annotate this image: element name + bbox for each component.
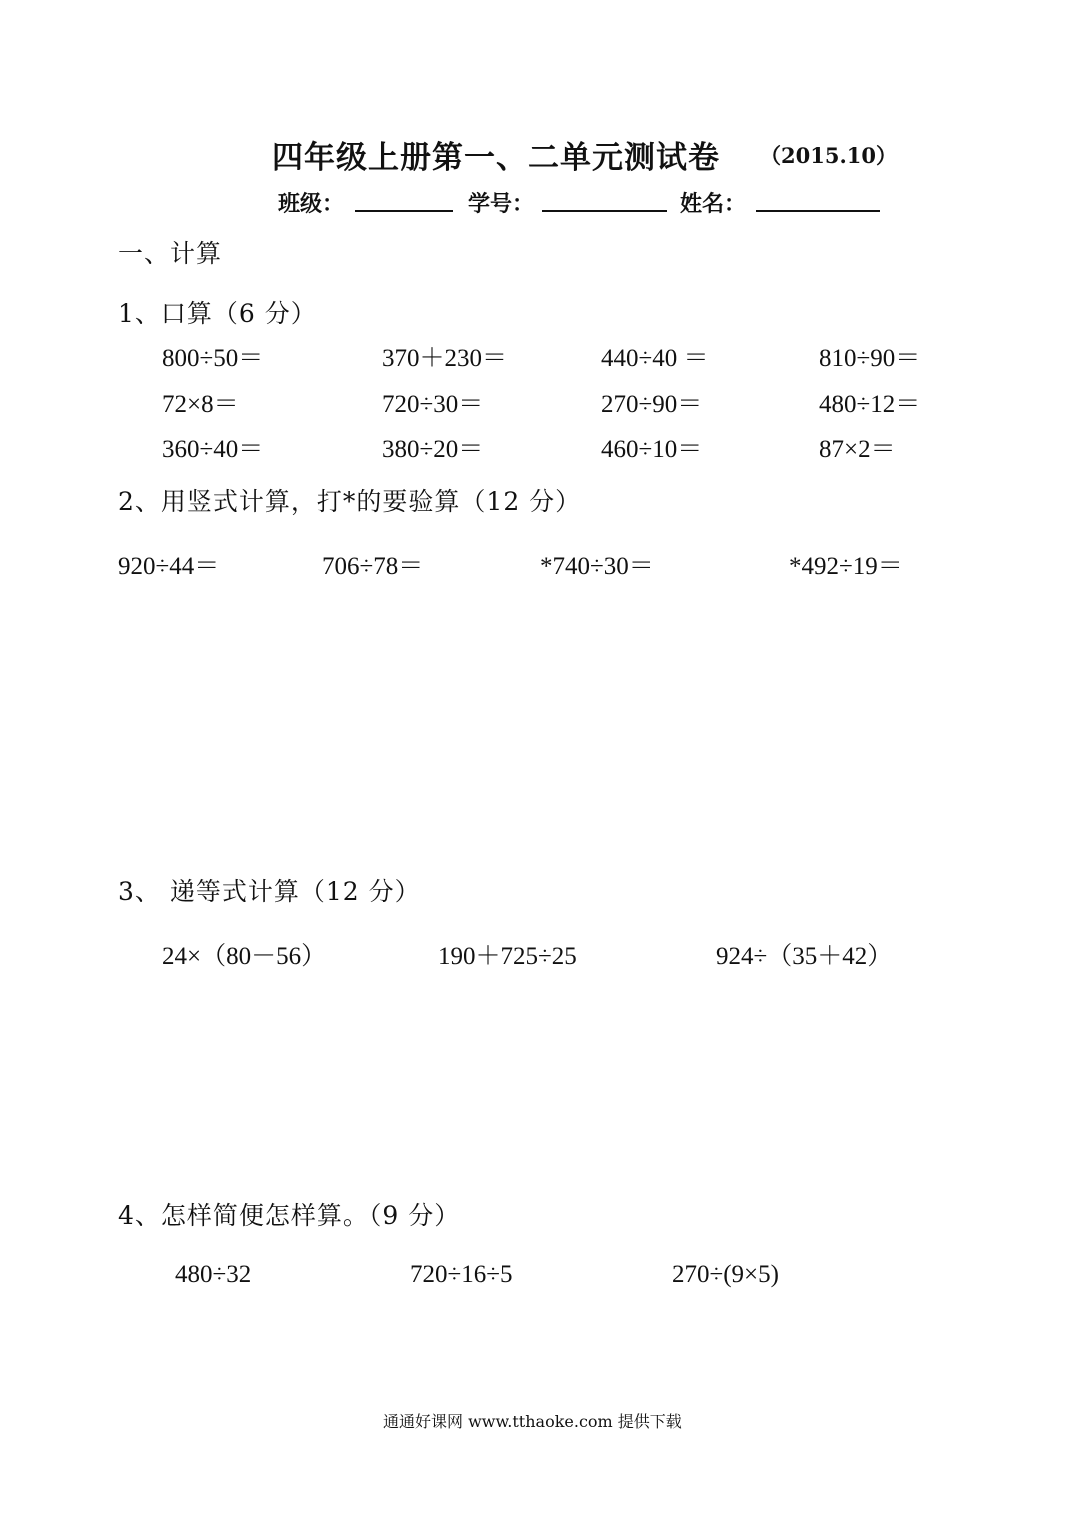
class-blank[interactable] — [355, 210, 453, 212]
exam-title: 四年级上册第一、二单元测试卷 — [272, 140, 720, 176]
q2-heading: 2、用竖式计算，打*的要验算（12 分） — [118, 487, 582, 516]
q1-item: 440÷40 ＝ — [601, 345, 709, 372]
q2-item: 920÷44＝ — [118, 553, 220, 580]
q1-item: 800÷50＝ — [162, 345, 264, 372]
class-label: 班级： — [278, 191, 345, 217]
q2-item: *492÷19＝ — [789, 553, 903, 580]
q1-item: 720÷30＝ — [382, 391, 484, 418]
q4-item: 480÷32 — [175, 1261, 252, 1288]
exam-date: （2015.10） — [760, 143, 897, 168]
q1-item: 460÷10＝ — [601, 436, 703, 463]
q1-item: 270÷90＝ — [601, 391, 703, 418]
number-label: 学号： — [468, 191, 535, 217]
name-label: 姓名： — [680, 191, 747, 217]
q4-item: 720÷16÷5 — [410, 1261, 513, 1288]
name-blank[interactable] — [756, 210, 880, 212]
q1-item: 87×2＝ — [819, 436, 896, 463]
q1-item: 72×8＝ — [162, 391, 239, 418]
q4-item: 270÷(9×5) — [672, 1261, 779, 1288]
section-heading: 一、计算 — [118, 239, 223, 268]
q3-item: 24×（80－56） — [162, 943, 327, 970]
q1-item: 370＋230＝ — [382, 345, 508, 372]
q4-heading: 4、怎样简便怎样算。（9 分） — [118, 1201, 461, 1230]
q3-item: 190＋725÷25 — [438, 943, 577, 970]
q2-item: 706÷78＝ — [322, 553, 424, 580]
q3-item: 924÷（35＋42） — [716, 943, 893, 970]
q1-heading: 1、口算（6 分） — [118, 299, 317, 328]
q1-item: 380÷20＝ — [382, 436, 484, 463]
q2-item: *740÷30＝ — [540, 553, 654, 580]
q1-item: 360÷40＝ — [162, 436, 264, 463]
q1-item: 480÷12＝ — [819, 391, 921, 418]
q1-item: 810÷90＝ — [819, 345, 921, 372]
footer-text: 通通好课网 www.tthaoke.com 提供下载 — [383, 1412, 682, 1431]
q3-heading: 3、 递等式计算（12 分） — [118, 877, 421, 906]
number-blank[interactable] — [542, 210, 667, 212]
